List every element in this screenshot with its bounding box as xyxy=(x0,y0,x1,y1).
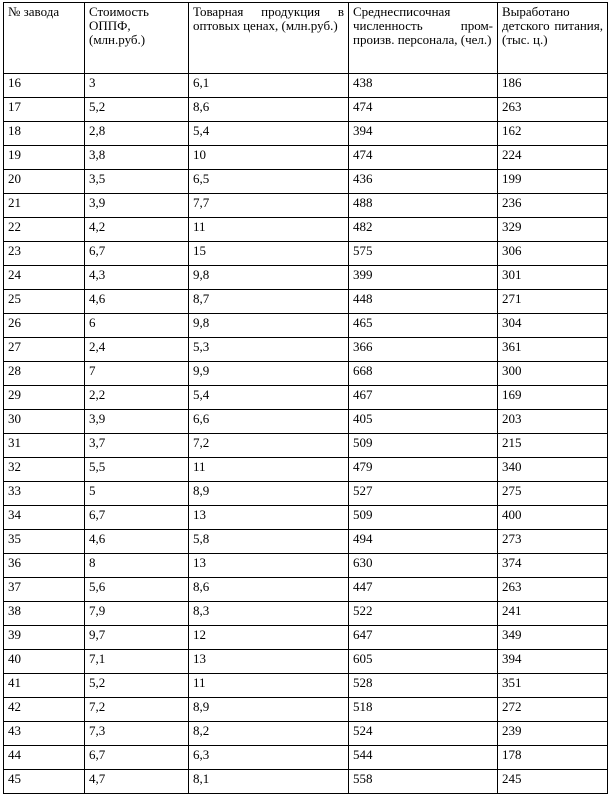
plant-number-cell: 35 xyxy=(4,530,85,554)
plant-number-cell: 22 xyxy=(4,218,85,242)
table-row xyxy=(4,698,608,722)
plant-number-cell: 16 xyxy=(4,74,85,98)
baby-food-output-cell: 272 xyxy=(498,698,608,722)
fixed-assets-cost-cell: 5,5 xyxy=(85,458,189,482)
table-row xyxy=(4,578,608,602)
plant-number-cell: 40 xyxy=(4,650,85,674)
staff-headcount-cell: 575 xyxy=(349,242,498,266)
table-row xyxy=(4,242,608,266)
plant-number-cell: 44 xyxy=(4,746,85,770)
commodity-output-cell: 7,7 xyxy=(189,194,349,218)
baby-food-output-cell: 186 xyxy=(498,74,608,98)
fixed-assets-cost-cell: 3 xyxy=(85,74,189,98)
plant-number-cell: 39 xyxy=(4,626,85,650)
staff-headcount-cell: 527 xyxy=(349,482,498,506)
staff-headcount-cell: 448 xyxy=(349,290,498,314)
staff-headcount-cell: 509 xyxy=(349,506,498,530)
baby-food-output-cell: 273 xyxy=(498,530,608,554)
commodity-output-cell: 6,3 xyxy=(189,746,349,770)
table-row xyxy=(4,602,608,626)
header-plant-number: № завода xyxy=(4,3,85,74)
table-row xyxy=(4,770,608,794)
commodity-output-cell: 6,6 xyxy=(189,410,349,434)
fixed-assets-cost-cell: 4,6 xyxy=(85,530,189,554)
header-staff-headcount: Среднесписочная численность пром-произв. персонала, (чел.) xyxy=(349,3,498,74)
table-row xyxy=(4,674,608,698)
baby-food-output-cell: 263 xyxy=(498,98,608,122)
plant-number-cell: 25 xyxy=(4,290,85,314)
plant-number-cell: 30 xyxy=(4,410,85,434)
fixed-assets-cost-cell: 7,2 xyxy=(85,698,189,722)
staff-headcount-cell: 467 xyxy=(349,386,498,410)
plant-number-cell: 45 xyxy=(4,770,85,794)
commodity-output-cell: 5,4 xyxy=(189,386,349,410)
commodity-output-cell: 13 xyxy=(189,650,349,674)
plant-number-cell: 23 xyxy=(4,242,85,266)
commodity-output-cell: 5,3 xyxy=(189,338,349,362)
fixed-assets-cost-cell: 7 xyxy=(85,362,189,386)
commodity-output-cell: 8,7 xyxy=(189,290,349,314)
commodity-output-cell: 8,6 xyxy=(189,98,349,122)
commodity-output-cell: 8,2 xyxy=(189,722,349,746)
staff-headcount-cell: 522 xyxy=(349,602,498,626)
baby-food-output-cell: 178 xyxy=(498,746,608,770)
fixed-assets-cost-cell: 5,6 xyxy=(85,578,189,602)
baby-food-output-cell: 162 xyxy=(498,122,608,146)
fixed-assets-cost-cell: 8 xyxy=(85,554,189,578)
commodity-output-cell: 11 xyxy=(189,674,349,698)
staff-headcount-cell: 465 xyxy=(349,314,498,338)
table-row xyxy=(4,434,608,458)
baby-food-output-cell: 306 xyxy=(498,242,608,266)
table-row xyxy=(4,170,608,194)
commodity-output-cell: 5,4 xyxy=(189,122,349,146)
baby-food-output-cell: 301 xyxy=(498,266,608,290)
plant-number-cell: 19 xyxy=(4,146,85,170)
baby-food-output-cell: 203 xyxy=(498,410,608,434)
table-row xyxy=(4,98,608,122)
commodity-output-cell: 8,3 xyxy=(189,602,349,626)
table-row xyxy=(4,410,608,434)
fixed-assets-cost-cell: 3,9 xyxy=(85,410,189,434)
commodity-output-cell: 9,8 xyxy=(189,266,349,290)
staff-headcount-cell: 524 xyxy=(349,722,498,746)
fixed-assets-cost-cell: 6 xyxy=(85,314,189,338)
baby-food-output-cell: 263 xyxy=(498,578,608,602)
commodity-output-cell: 6,1 xyxy=(189,74,349,98)
baby-food-output-cell: 374 xyxy=(498,554,608,578)
staff-headcount-cell: 544 xyxy=(349,746,498,770)
table-body xyxy=(4,74,608,794)
staff-headcount-cell: 605 xyxy=(349,650,498,674)
baby-food-output-cell: 394 xyxy=(498,650,608,674)
table-row xyxy=(4,290,608,314)
commodity-output-cell: 9,9 xyxy=(189,362,349,386)
staff-headcount-cell: 509 xyxy=(349,434,498,458)
baby-food-output-cell: 304 xyxy=(498,314,608,338)
baby-food-output-cell: 361 xyxy=(498,338,608,362)
baby-food-output-cell: 271 xyxy=(498,290,608,314)
table-row xyxy=(4,722,608,746)
table-row xyxy=(4,362,608,386)
baby-food-output-cell: 169 xyxy=(498,386,608,410)
baby-food-output-cell: 199 xyxy=(498,170,608,194)
fixed-assets-cost-cell: 2,8 xyxy=(85,122,189,146)
table-row xyxy=(4,386,608,410)
table-header xyxy=(4,3,608,74)
plant-number-cell: 37 xyxy=(4,578,85,602)
plant-number-cell: 27 xyxy=(4,338,85,362)
fixed-assets-cost-cell: 4,6 xyxy=(85,290,189,314)
commodity-output-cell: 8,9 xyxy=(189,698,349,722)
header-fixed-assets-cost: Стоимость ОППФ, (млн.руб.) xyxy=(85,3,189,74)
fixed-assets-cost-cell: 3,5 xyxy=(85,170,189,194)
header-commodity-output: Товарная продукция в оптовых ценах, (млн.руб.) xyxy=(189,3,349,74)
fixed-assets-cost-cell: 6,7 xyxy=(85,746,189,770)
fixed-assets-cost-cell: 6,7 xyxy=(85,506,189,530)
fixed-assets-cost-cell: 3,7 xyxy=(85,434,189,458)
staff-headcount-cell: 630 xyxy=(349,554,498,578)
staff-headcount-cell: 518 xyxy=(349,698,498,722)
staff-headcount-cell: 399 xyxy=(349,266,498,290)
staff-headcount-cell: 436 xyxy=(349,170,498,194)
table-row xyxy=(4,458,608,482)
table-row xyxy=(4,626,608,650)
data-table xyxy=(3,2,608,794)
table-row xyxy=(4,314,608,338)
plant-number-cell: 33 xyxy=(4,482,85,506)
plant-number-cell: 34 xyxy=(4,506,85,530)
commodity-output-cell: 6,5 xyxy=(189,170,349,194)
commodity-output-cell: 12 xyxy=(189,626,349,650)
baby-food-output-cell: 215 xyxy=(498,434,608,458)
fixed-assets-cost-cell: 5 xyxy=(85,482,189,506)
staff-headcount-cell: 405 xyxy=(349,410,498,434)
table-row xyxy=(4,74,608,98)
baby-food-output-cell: 245 xyxy=(498,770,608,794)
fixed-assets-cost-cell: 4,2 xyxy=(85,218,189,242)
plant-number-cell: 41 xyxy=(4,674,85,698)
table-row xyxy=(4,338,608,362)
plant-number-cell: 26 xyxy=(4,314,85,338)
commodity-output-cell: 11 xyxy=(189,218,349,242)
fixed-assets-cost-cell: 4,3 xyxy=(85,266,189,290)
commodity-output-cell: 13 xyxy=(189,506,349,530)
fixed-assets-cost-cell: 5,2 xyxy=(85,674,189,698)
staff-headcount-cell: 366 xyxy=(349,338,498,362)
plant-number-cell: 38 xyxy=(4,602,85,626)
fixed-assets-cost-cell: 2,4 xyxy=(85,338,189,362)
staff-headcount-cell: 474 xyxy=(349,98,498,122)
commodity-output-cell: 11 xyxy=(189,458,349,482)
plant-number-cell: 17 xyxy=(4,98,85,122)
fixed-assets-cost-cell: 9,7 xyxy=(85,626,189,650)
baby-food-output-cell: 340 xyxy=(498,458,608,482)
commodity-output-cell: 13 xyxy=(189,554,349,578)
commodity-output-cell: 9,8 xyxy=(189,314,349,338)
baby-food-output-cell: 236 xyxy=(498,194,608,218)
staff-headcount-cell: 482 xyxy=(349,218,498,242)
baby-food-output-cell: 241 xyxy=(498,602,608,626)
staff-headcount-cell: 394 xyxy=(349,122,498,146)
staff-headcount-cell: 488 xyxy=(349,194,498,218)
fixed-assets-cost-cell: 7,9 xyxy=(85,602,189,626)
table-row xyxy=(4,554,608,578)
table-row xyxy=(4,146,608,170)
fixed-assets-cost-cell: 3,8 xyxy=(85,146,189,170)
plant-number-cell: 18 xyxy=(4,122,85,146)
table-row xyxy=(4,506,608,530)
table-row xyxy=(4,122,608,146)
baby-food-output-cell: 239 xyxy=(498,722,608,746)
table-row xyxy=(4,746,608,770)
table-row xyxy=(4,194,608,218)
plant-number-cell: 36 xyxy=(4,554,85,578)
plant-number-cell: 43 xyxy=(4,722,85,746)
table-row xyxy=(4,482,608,506)
staff-headcount-cell: 528 xyxy=(349,674,498,698)
table-row xyxy=(4,218,608,242)
plant-number-cell: 31 xyxy=(4,434,85,458)
staff-headcount-cell: 447 xyxy=(349,578,498,602)
commodity-output-cell: 8,6 xyxy=(189,578,349,602)
fixed-assets-cost-cell: 2,2 xyxy=(85,386,189,410)
fixed-assets-cost-cell: 7,1 xyxy=(85,650,189,674)
plant-number-cell: 20 xyxy=(4,170,85,194)
baby-food-output-cell: 349 xyxy=(498,626,608,650)
baby-food-output-cell: 224 xyxy=(498,146,608,170)
staff-headcount-cell: 668 xyxy=(349,362,498,386)
fixed-assets-cost-cell: 6,7 xyxy=(85,242,189,266)
staff-headcount-cell: 647 xyxy=(349,626,498,650)
staff-headcount-cell: 438 xyxy=(349,74,498,98)
plant-number-cell: 32 xyxy=(4,458,85,482)
baby-food-output-cell: 351 xyxy=(498,674,608,698)
commodity-output-cell: 8,9 xyxy=(189,482,349,506)
baby-food-output-cell: 300 xyxy=(498,362,608,386)
plant-number-cell: 29 xyxy=(4,386,85,410)
commodity-output-cell: 15 xyxy=(189,242,349,266)
plant-number-cell: 28 xyxy=(4,362,85,386)
staff-headcount-cell: 479 xyxy=(349,458,498,482)
plant-number-cell: 24 xyxy=(4,266,85,290)
commodity-output-cell: 8,1 xyxy=(189,770,349,794)
baby-food-output-cell: 275 xyxy=(498,482,608,506)
fixed-assets-cost-cell: 3,9 xyxy=(85,194,189,218)
commodity-output-cell: 7,2 xyxy=(189,434,349,458)
commodity-output-cell: 5,8 xyxy=(189,530,349,554)
fixed-assets-cost-cell: 7,3 xyxy=(85,722,189,746)
table-row xyxy=(4,266,608,290)
plant-number-cell: 21 xyxy=(4,194,85,218)
baby-food-output-cell: 329 xyxy=(498,218,608,242)
fixed-assets-cost-cell: 5,2 xyxy=(85,98,189,122)
header-row xyxy=(4,3,608,74)
table-row xyxy=(4,650,608,674)
commodity-output-cell: 10 xyxy=(189,146,349,170)
staff-headcount-cell: 494 xyxy=(349,530,498,554)
staff-headcount-cell: 474 xyxy=(349,146,498,170)
plant-number-cell: 42 xyxy=(4,698,85,722)
fixed-assets-cost-cell: 4,7 xyxy=(85,770,189,794)
header-baby-food-output: Выработано детского питания, (тыс. ц.) xyxy=(498,3,608,74)
table-row xyxy=(4,530,608,554)
staff-headcount-cell: 558 xyxy=(349,770,498,794)
baby-food-output-cell: 400 xyxy=(498,506,608,530)
